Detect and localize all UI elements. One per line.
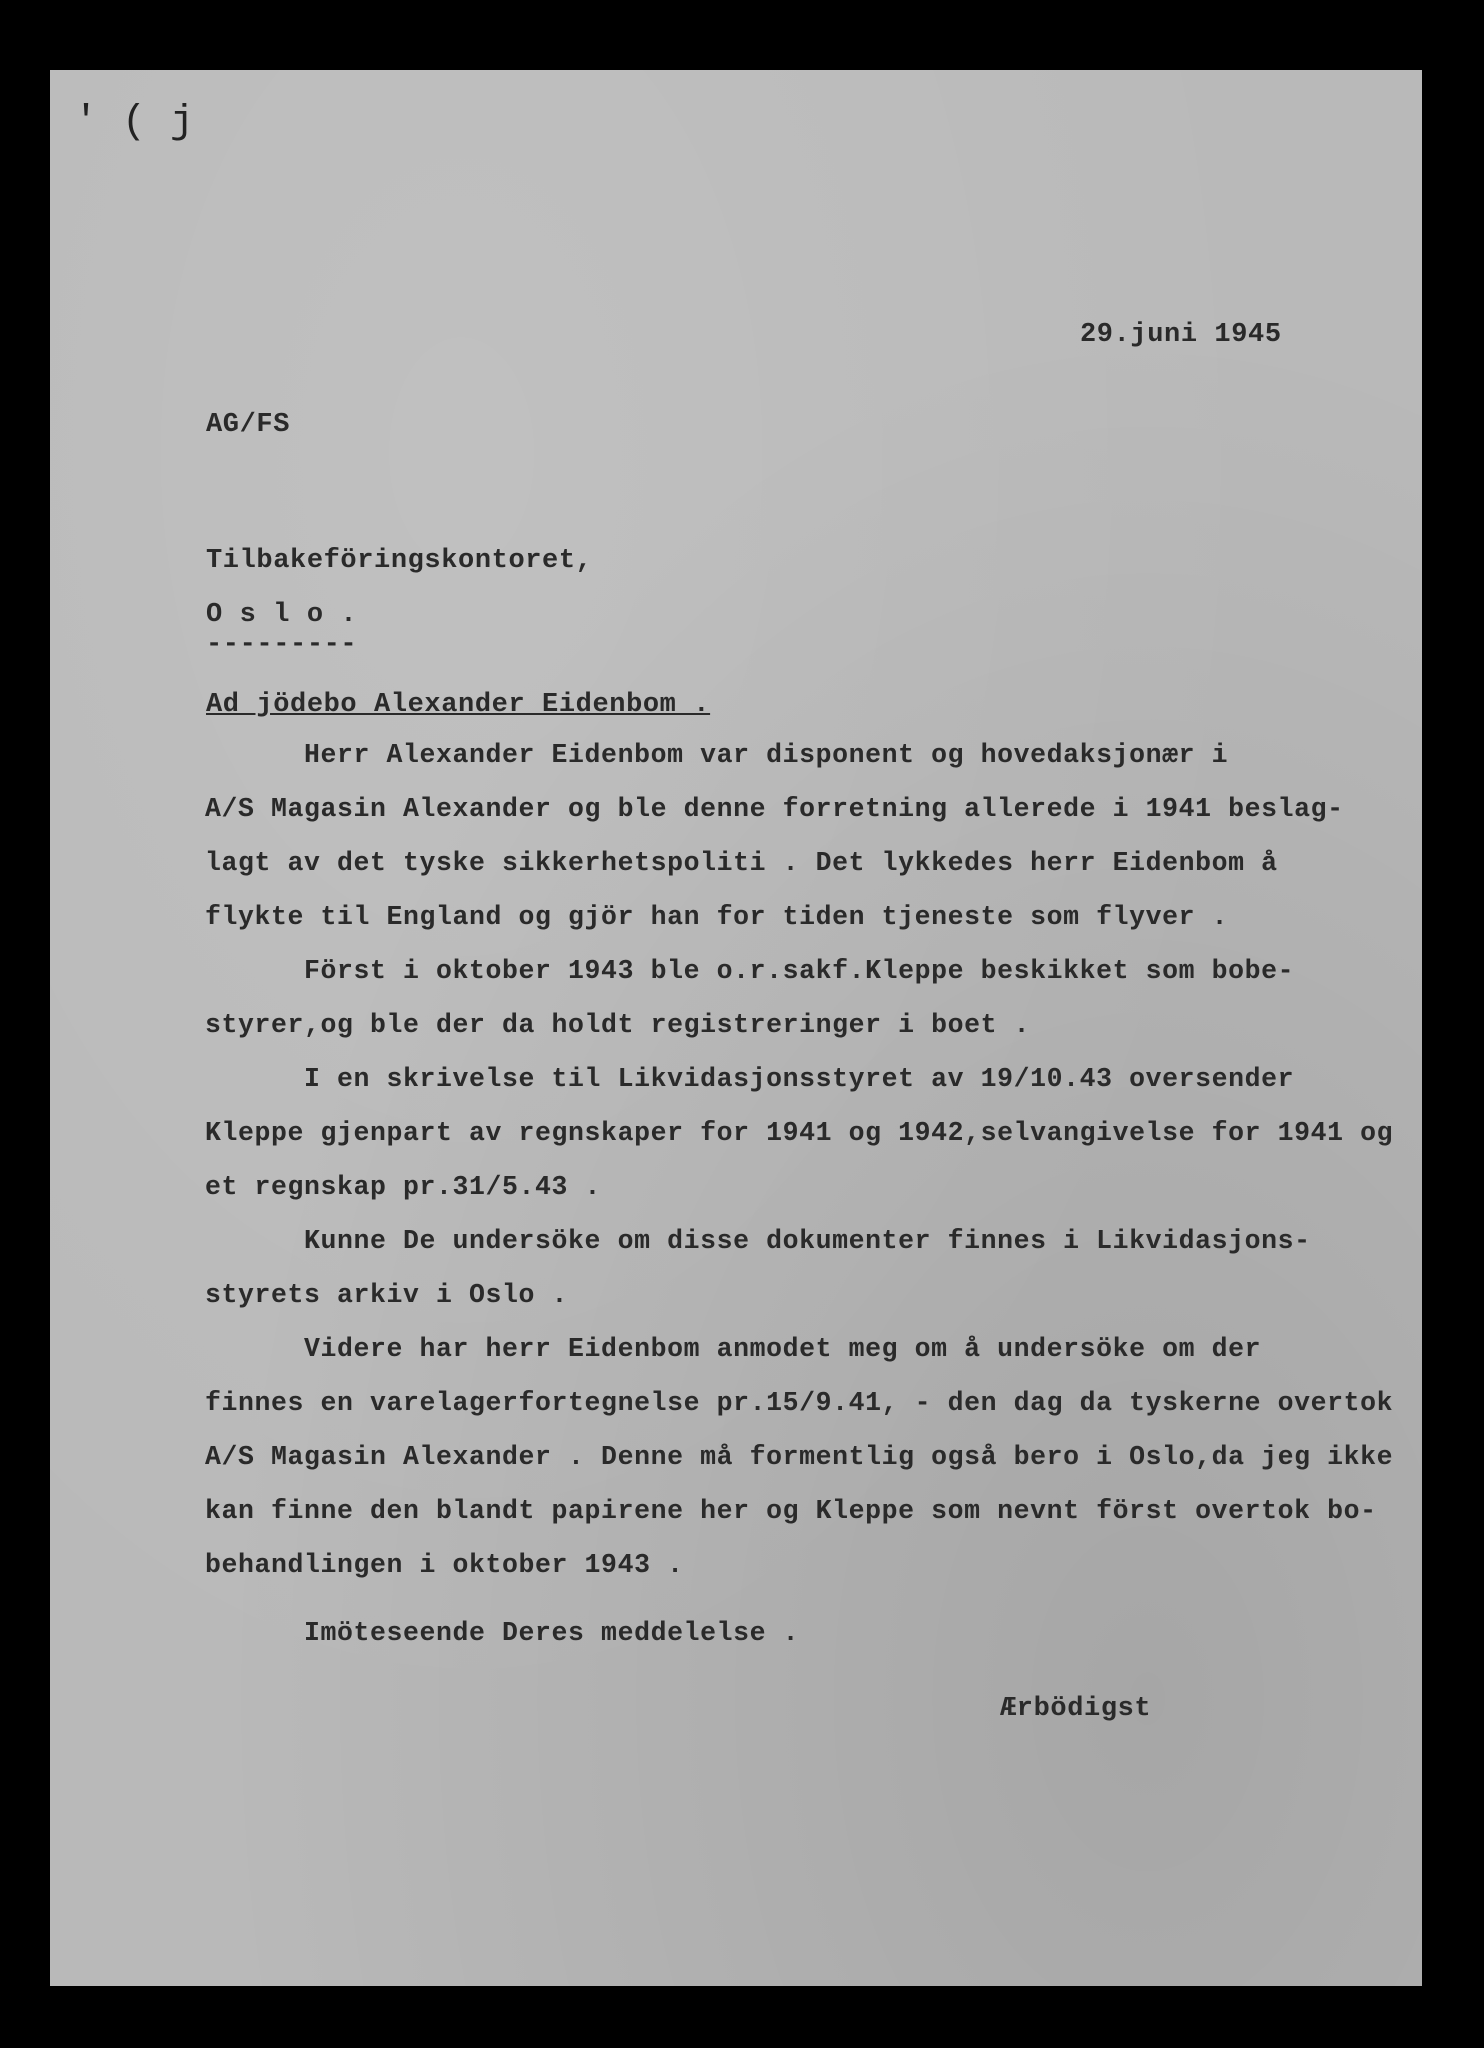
body-line: I en skrivelse til Likvidasjonsstyret av 19/10.43 oversender xyxy=(205,1064,1295,1094)
body-line: behandlingen i oktober 1943 . xyxy=(205,1550,684,1580)
body-line: flykte til England og gjör han for tiden tjeneste som flyver . xyxy=(205,902,1229,932)
letter-page xyxy=(50,70,1422,1986)
body-line: Videre har herr Eidenbom anmodet meg om å undersöke om der xyxy=(205,1334,1262,1364)
body-line: A/S Magasin Alexander . Denne må formentlig også bero i Oslo,da jeg ikke xyxy=(205,1442,1394,1472)
body-line: lagt av det tyske sikkerhetspoliti . Det lykkedes herr Eidenbom å xyxy=(205,848,1278,878)
reference-code: AG/FS xyxy=(206,410,291,440)
body-line: Herr Alexander Eidenbom var disponent og hovedaksjonær i xyxy=(205,740,1229,770)
letter-date: 29.juni 1945 xyxy=(1080,320,1282,350)
body-line: Kunne De undersöke om disse dokumenter finnes i Likvidasjons- xyxy=(205,1226,1311,1256)
letter-closing: Ærbödigst xyxy=(1000,1694,1152,1724)
body-line: Kleppe gjenpart av regnskaper for 1941 og 1942,selvangivelse for 1941 og xyxy=(205,1118,1394,1148)
body-line: Först i oktober 1943 ble o.r.sakf.Kleppe beskikket som bobe- xyxy=(205,956,1295,986)
body-line: et regnskap pr.31/5.43 . xyxy=(205,1172,602,1202)
recipient-name: Tilbakeföringskontoret, xyxy=(206,546,593,576)
corner-scribble: ' ( j xyxy=(74,100,195,145)
recipient-underline: --------- xyxy=(206,630,358,660)
letter-subject: Ad jödebo Alexander Eidenbom . xyxy=(206,690,711,720)
body-line: kan finne den blandt papirene her og Kleppe som nevnt först overtok bo- xyxy=(205,1496,1377,1526)
recipient-city: O s l o . xyxy=(206,600,358,630)
body-line: styrets arkiv i Oslo . xyxy=(205,1280,569,1310)
body-line: styrer,og ble der da holdt registreringer i boet . xyxy=(205,1010,1031,1040)
body-line: A/S Magasin Alexander og ble denne forretning allerede i 1941 beslag- xyxy=(205,794,1344,824)
body-line: Imöteseende Deres meddelelse . xyxy=(205,1618,800,1648)
body-line: finnes en varelagerfortegnelse pr.15/9.41, - den dag da tyskerne overtok xyxy=(205,1388,1394,1418)
